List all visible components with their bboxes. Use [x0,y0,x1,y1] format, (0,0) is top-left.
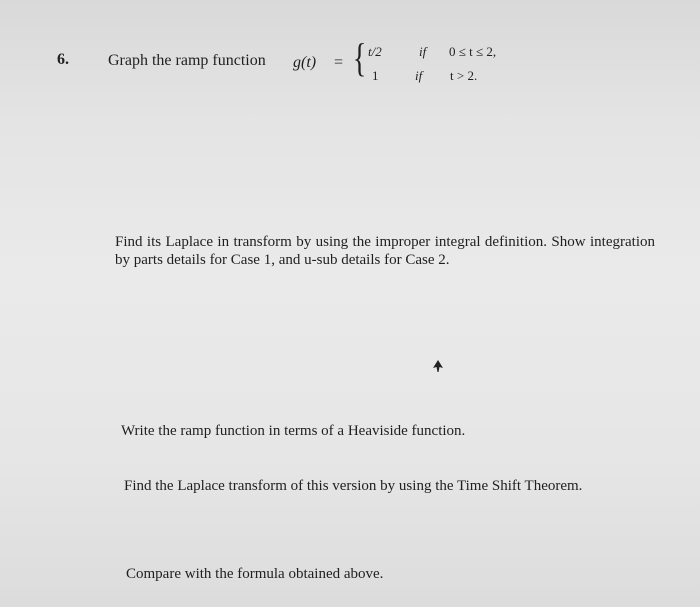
equals-sign: = [334,54,344,71]
piecewise-brace: { [352,35,367,80]
problem-prompt: Graph the ramp function [108,52,266,69]
case-1-value: t/2 [368,44,382,59]
function-name: g(t) [293,54,317,71]
time-shift-text: Find the Laplace transform of this version by using the Time Shift Theorem. [124,478,583,494]
heaviside-text: Write the ramp function in terms of a Heaviside function. [121,423,466,439]
problem-number: 6. [57,51,69,68]
case-2-condition: if [415,68,423,83]
case-1-range: 0 ≤ t ≤ 2, [449,44,497,59]
laplace-definition-text: Find its Laplace in transform by using the improper integral definition. Show integration by parts details for Case 1, and u-sub details for Case 2. [115,234,655,268]
case-1-condition: if [419,44,427,59]
case-2-range: t > 2. [450,68,478,83]
compare-text: Compare with the formula obtained above. [126,566,384,582]
mouse-pointer-icon [432,359,444,373]
case-2-value: 1 [372,68,379,83]
